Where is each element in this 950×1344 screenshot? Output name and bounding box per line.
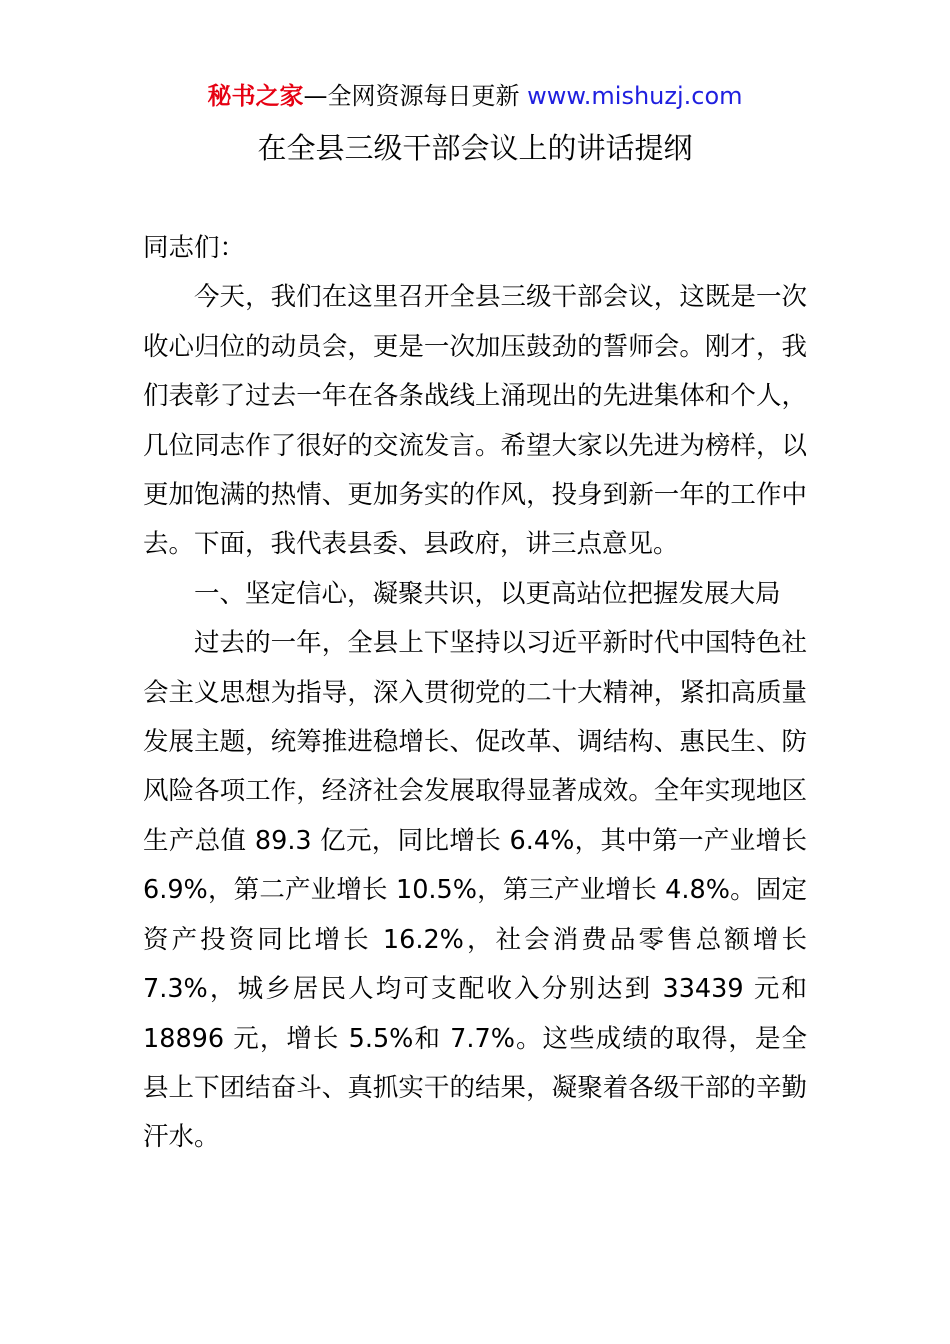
banner-tagline: —全网资源每日更新 [303,82,528,110]
paragraph-review: 过去的一年，全县上下坚持以习近平新时代中国特色社会主义思想为指导，深入贯彻党的二十大精神，紧扣高质量发展主题，统筹推进稳增长、促改革、调结构、惠民生、防风险各项工作，经济社会发展取得显著成效。全年实现地区生产总值 89.3 亿元，同比增长 6.4%，其中第一产业增长 6.9%，第二产业增长 10.5%，第三产业增长 4.8%。固定资产投资同比增长 16.2%，社会消费品零售总额增长 7.3%，城乡居民人均可支配收入分别达到 33439 元和 18896 元，增长 5.5%和 7.7%。这些成绩的取得，是全县上下团结奋斗、真抓实干的结果，凝聚着各级干部的辛勤汗水。 [143,628,807,1153]
brand-name: 秘书之家 [207,82,304,110]
site-url-link[interactable]: www.mishuzj.com [527,82,743,110]
section-heading-1: 一、坚定信心，凝聚共识，以更高站位把握发展大局 [194,578,781,609]
paragraph-intro: 今天，我们在这里召开全县三级干部会议，这既是一次收心归位的动员会，更是一次加压鼓劲的誓师会。刚才，我们表彰了过去一年在各条战线上涌现出的先进集体和个人，几位同志作了很好的交流发言。希望大家以先进为榜样，以更加饱满的热情、更加务实的作风，投身到新一年的工作中去。下面，我代表县委、县政府，讲三点意见。 [143,282,807,560]
document-title: 在全县三级干部会议上的讲话提纲 [257,131,693,165]
salutation: 同志们： [143,233,246,263]
document-body [143,224,807,1163]
site-banner [0,80,950,112]
